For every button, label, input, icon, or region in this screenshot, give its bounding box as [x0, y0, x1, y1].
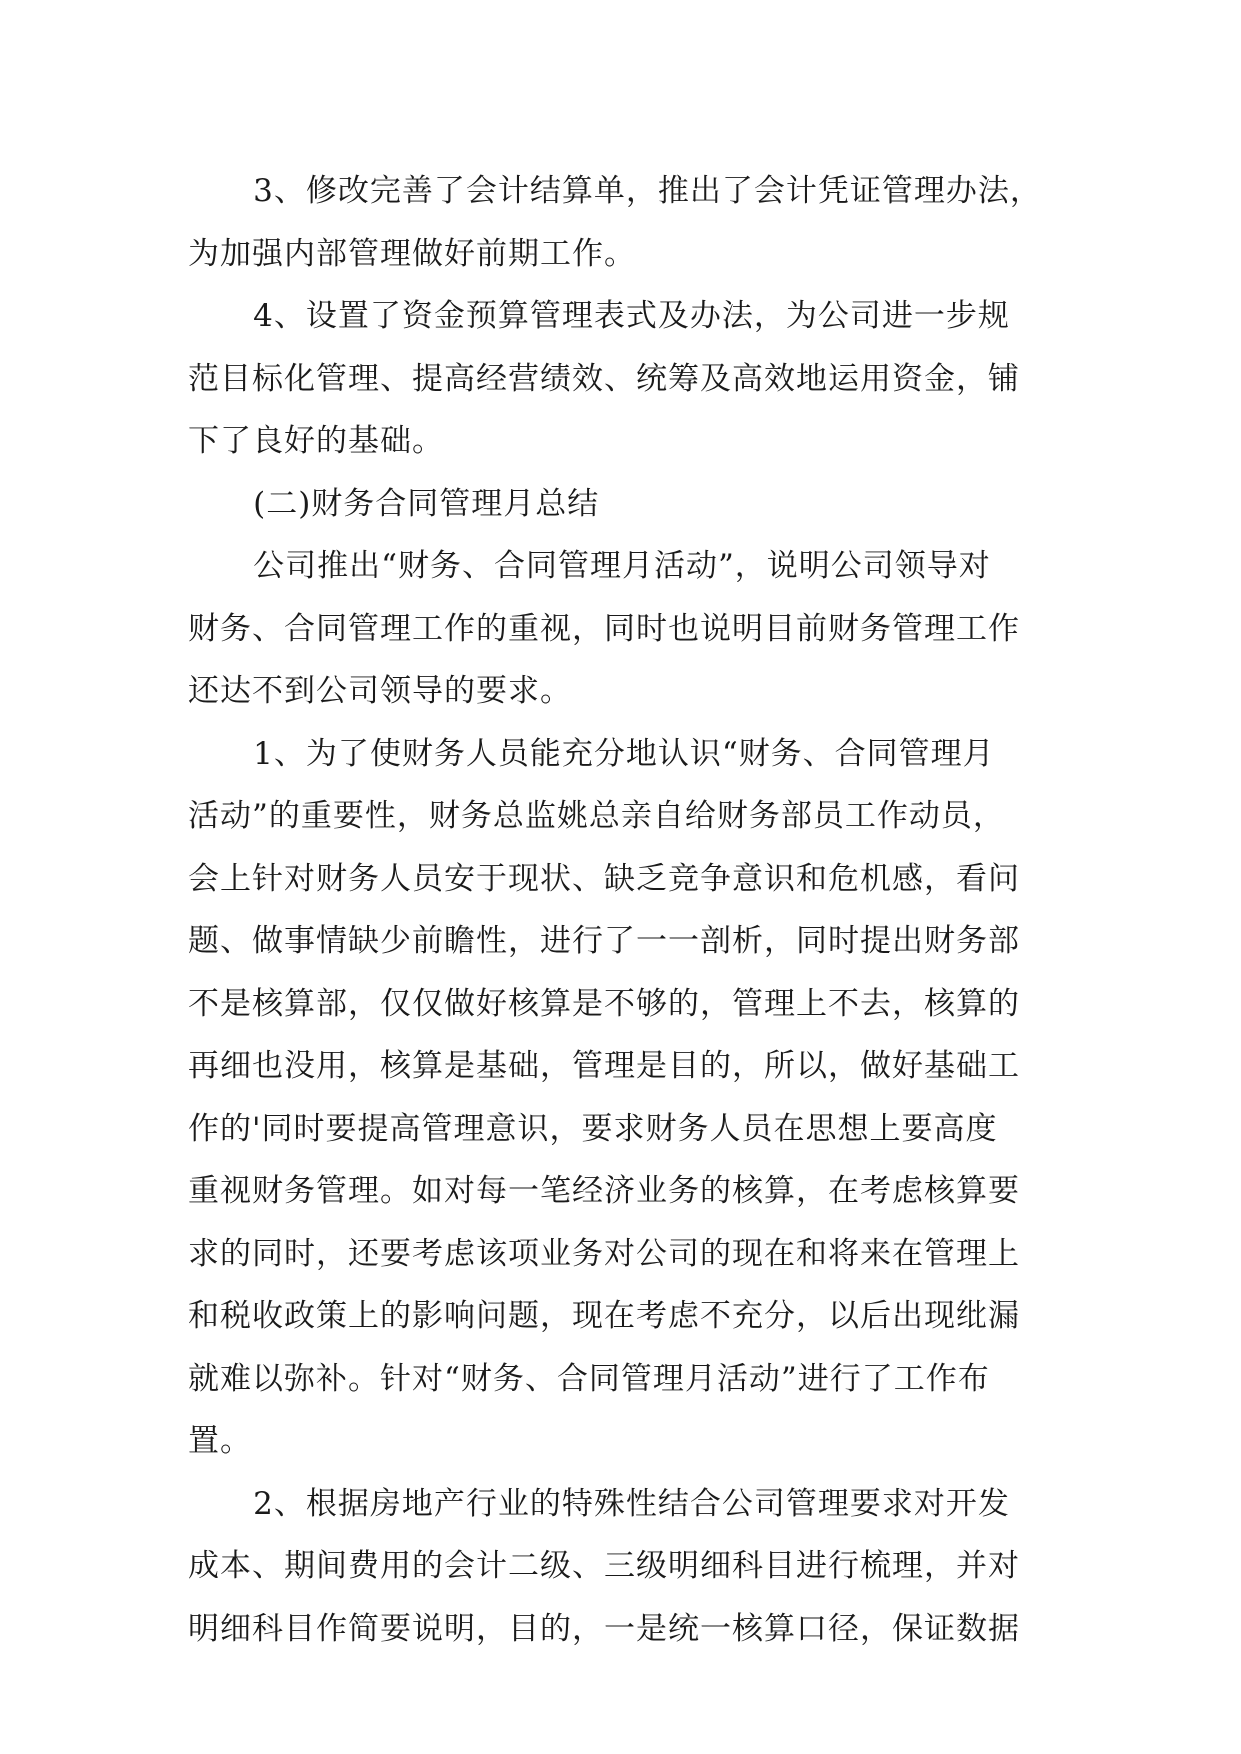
paragraph-3 — [188, 535, 1058, 723]
text-line: 3、修改完善了会计结算单，推出了会计凭证管理办法， — [253, 173, 1042, 209]
text-line: 和税收政策上的影响问题，现在考虑不充分，以后出现纰漏 — [188, 1298, 1020, 1334]
text-line: (二)财务合同管理月总结 — [253, 485, 600, 522]
text-line: 范目标化管理、提高经营绩效、统筹及高效地运用资金，铺 — [188, 360, 1020, 397]
text-line: 下了良好的基础。 — [188, 423, 444, 459]
text-line: 题、做事情缺少前瞻性，进行了一一剖析，同时提出财务部 — [188, 923, 1020, 959]
text-line: 求的同时，还要考虑该项业务对公司的现在和将来在管理上 — [188, 1235, 1020, 1272]
text-line: 重视财务管理。如对每一笔经济业务的核算，在考虑核算要 — [188, 1173, 1020, 1209]
section-heading — [188, 473, 1058, 536]
text-line: 财务、合同管理工作的重视，同时也说明目前财务管理工作 — [188, 610, 1020, 647]
text-line: 作的'同时要提高管理意识，要求财务人员在思想上要高度 — [188, 1110, 998, 1147]
text-line: 不是核算部，仅仅做好核算是不够的，管理上不去，核算的 — [188, 985, 1020, 1022]
text-line: 就难以弥补。针对“财务、合同管理月活动”进行了工作布 — [188, 1360, 990, 1397]
document-body — [188, 160, 1058, 1660]
text-line: 活动”的重要性，财务总监姚总亲自给财务部员工作动员， — [188, 798, 1005, 834]
text-line: 为加强内部管理做好前期工作。 — [188, 235, 636, 272]
text-line: 2、根据房地产行业的特殊性结合公司管理要求对开发 — [253, 1485, 1010, 1522]
text-line: 公司推出“财务、合同管理月活动”，说明公司领导对 — [253, 548, 991, 584]
paragraph-2 — [188, 285, 1058, 473]
text-line: 再细也没用，核算是基础，管理是目的，所以，做好基础工 — [188, 1048, 1020, 1084]
text-line: 4、设置了资金预算管理表式及办法，为公司进一步规 — [253, 298, 1010, 334]
text-line: 成本、期间费用的会计二级、三级明细科目进行梳理，并对 — [188, 1548, 1020, 1584]
text-line: 还达不到公司领导的要求。 — [188, 673, 572, 709]
paragraph-4 — [188, 723, 1058, 1473]
text-line: 1、为了使财务人员能充分地认识“财务、合同管理月 — [253, 735, 995, 772]
text-line: 置。 — [188, 1423, 252, 1459]
paragraph-5 — [188, 1473, 1058, 1661]
text-line: 会上针对财务人员安于现状、缺乏竞争意识和危机感，看问 — [188, 860, 1020, 897]
paragraph-1 — [188, 160, 1058, 285]
text-line: 明细科目作简要说明，目的，一是统一核算口径，保证数据 — [188, 1610, 1020, 1647]
